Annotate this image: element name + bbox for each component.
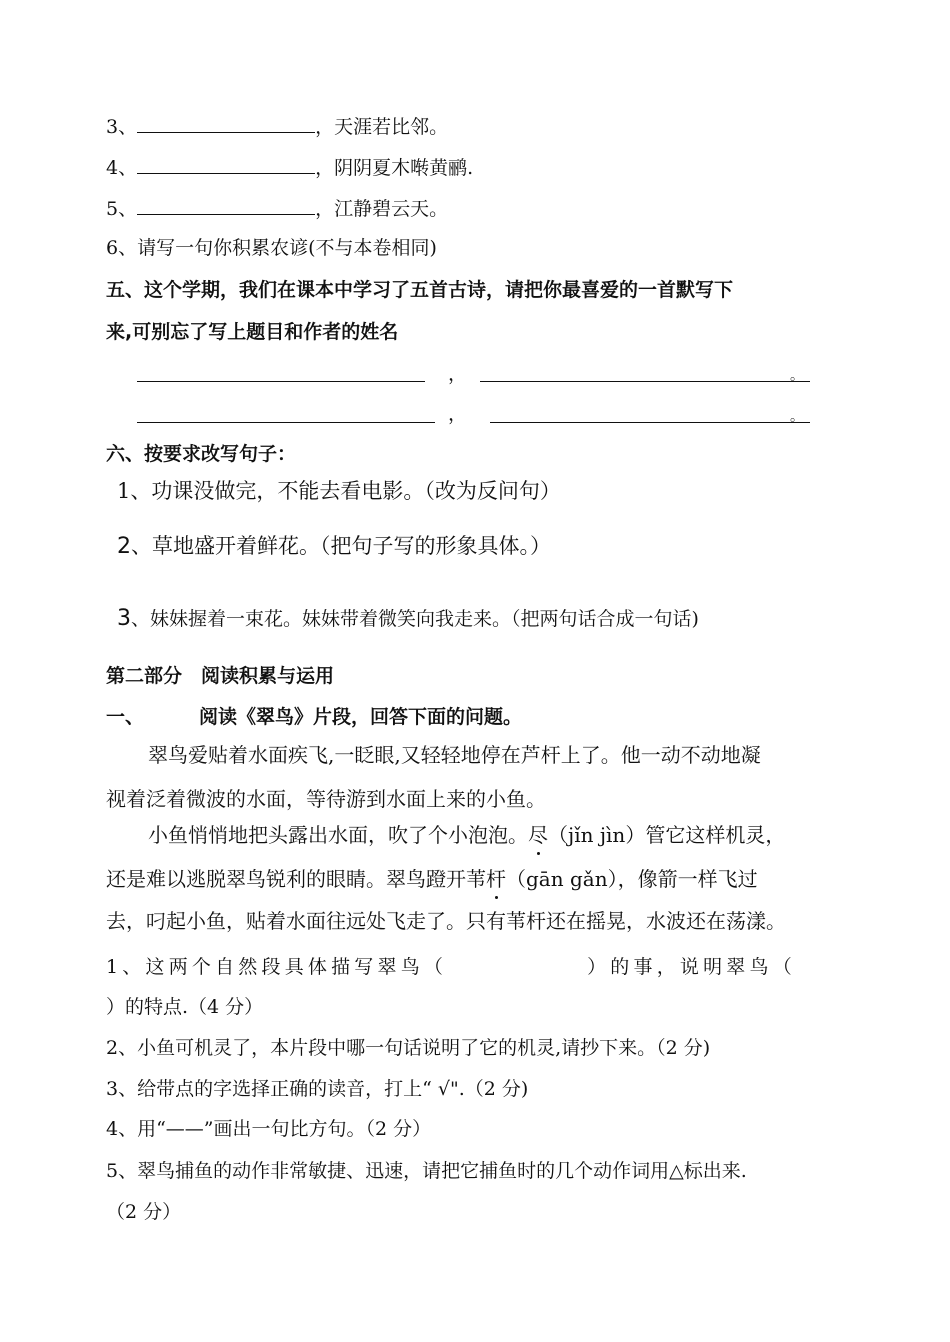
passage-p2-line2 xyxy=(106,865,758,893)
question-6-1: 1、功课没做完，不能去看电影。（改为反问句） xyxy=(117,479,561,503)
question-4-4 xyxy=(106,153,473,182)
dotted-character: 尽 xyxy=(528,823,548,847)
question-6-3 xyxy=(117,605,699,633)
reading-question-1-cont: ）的特点.（4 分） xyxy=(106,996,264,1018)
passage-text: 还是难以逃脱翠鸟锐利的眼睛。翠鸟蹬开苇 xyxy=(106,867,486,891)
question-6-2 xyxy=(117,532,551,561)
section-5-heading-line1: 五、这个学期，我们在课本中学习了五首古诗，请把你最喜爱的一首默写下 xyxy=(106,279,734,301)
question-number: 3 xyxy=(117,606,131,631)
reading-number: 一、 xyxy=(106,706,145,728)
answer-blank[interactable] xyxy=(137,112,315,133)
passage-p1-line1: 翠鸟爱贴着水面疾飞,一眨眼,又轻轻地停在芦杆上了。他一动不动地凝 xyxy=(148,743,761,767)
reading-question-4: 4、用“——”画出一句比方句。（2 分） xyxy=(106,1118,432,1140)
answer-blank[interactable] xyxy=(137,153,315,174)
part-2-heading: 第二部分 阅读积累与运用 xyxy=(106,665,335,687)
dotted-character: 杆 xyxy=(486,867,506,891)
reading-question-3: 3、给带点的字选择正确的读音，打上“ √".（2 分) xyxy=(106,1078,529,1100)
reading-heading xyxy=(106,703,522,731)
section-5-heading-line2: 来,可别忘了写上题目和作者的姓名 xyxy=(106,321,399,343)
passage-p2-line1 xyxy=(148,821,785,849)
poem-answer-line[interactable] xyxy=(490,421,810,423)
question-text: ，天涯若比邻。 xyxy=(315,116,449,138)
reading-question-1 xyxy=(106,953,796,981)
question-text: ，江静碧云天。 xyxy=(315,198,449,220)
section-6-heading: 六、按要求改写句子： xyxy=(106,443,297,465)
poem-answer-line[interactable] xyxy=(137,421,435,423)
pinyin-choice: （gān gǎn），像箭一样飞过 xyxy=(506,867,758,891)
poem-comma: ， xyxy=(448,363,468,385)
reading-question-5-cont: （2 分） xyxy=(106,1201,182,1223)
question-text: 1、这两个自然段具体描写翠鸟（ xyxy=(106,956,448,978)
question-text: 、草地盛开着鲜花。（把句子写的形象具体。） xyxy=(131,534,551,558)
passage-p2-line3: 去，叼起小鱼，贴着水面往远处飞走了。只有苇杆还在摇晃，水波还在荡漾。 xyxy=(106,909,786,933)
question-text: 、妹妹握着一束花。妹妹带着微笑向我走来。（把两句话合成一句话) xyxy=(131,608,699,630)
passage-text: 小鱼悄悄地把头露出水面，吹了个小泡泡。 xyxy=(148,823,528,847)
reading-title: 阅读《翠鸟》片段，回答下面的问题。 xyxy=(199,706,523,728)
question-number: 5、 xyxy=(106,198,138,220)
question-4-6: 6、请写一句你积累农谚(不与本卷相同) xyxy=(106,237,437,259)
question-4-5 xyxy=(106,194,448,223)
poem-period: 。 xyxy=(790,368,804,384)
passage-p1-line2: 视着泛着微波的水面，等待游到水面上来的小鱼。 xyxy=(106,787,546,811)
question-text: ）的事，说明翠鸟（ xyxy=(587,956,796,978)
question-number: 3、 xyxy=(106,116,138,138)
question-text: ，阴阴夏木啭黄鹂. xyxy=(315,157,474,179)
reading-question-2: 2、小鱼可机灵了，本片段中哪一句话说明了它的机灵,请抄下来。（2 分) xyxy=(106,1037,711,1059)
pinyin-choice: （jǐn jìn）管它这样机灵， xyxy=(548,823,786,847)
question-4-3 xyxy=(106,112,448,141)
reading-question-5: 5、翠鸟捕鱼的动作非常敏捷、迅速，请把它捕鱼时的几个动作词用△标出来. xyxy=(106,1160,747,1182)
poem-answer-line[interactable] xyxy=(480,380,810,382)
poem-period: 。 xyxy=(790,409,804,425)
poem-comma: ， xyxy=(448,403,468,425)
poem-answer-line[interactable] xyxy=(137,380,425,382)
answer-blank[interactable] xyxy=(137,194,315,215)
question-number: 2 xyxy=(117,534,131,559)
question-number: 4、 xyxy=(106,157,138,179)
